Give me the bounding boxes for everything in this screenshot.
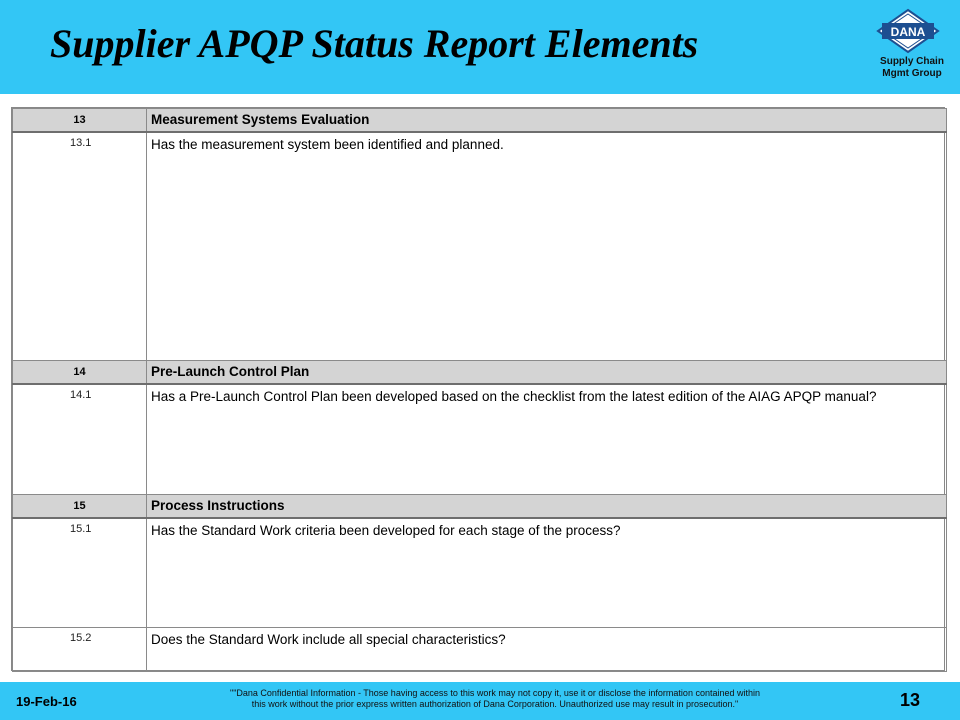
- item-text: Has a Pre-Launch Control Plan been developed based on the checklist from the latest edition of the AIAG APQP manual?: [147, 384, 947, 495]
- table-row-15-1: [13, 518, 947, 628]
- section-row-13: [13, 109, 947, 132]
- section-title: Measurement Systems Evaluation: [147, 109, 947, 132]
- table-row-14-1: [13, 384, 947, 495]
- section-number: 15: [13, 495, 147, 518]
- logo-caption-line1: Supply Chain: [880, 56, 944, 67]
- page-title: Supplier APQP Status Report Elements: [50, 21, 699, 66]
- section-row-14: [13, 361, 947, 384]
- item-text: Has the Standard Work criteria been developed for each stage of the process?: [147, 518, 947, 628]
- item-number: 13.1: [13, 132, 147, 361]
- item-number: 15.1: [13, 518, 147, 628]
- confidentiality-line1: ""Dana Confidential Information - Those having access to this work may not copy it, use it or disclose the information contained within: [230, 688, 760, 698]
- section-row-15: [13, 495, 947, 518]
- confidentiality-notice: [170, 688, 820, 710]
- section-title: Pre-Launch Control Plan: [147, 361, 947, 384]
- confidentiality-line2: this work without the prior express written authorization of Dana Corporation. Unauthorized use may result in prosecution.": [251, 699, 739, 709]
- table-row-15-2: [13, 628, 947, 672]
- section-number: 14: [13, 361, 147, 384]
- page-number: 13: [900, 690, 921, 710]
- logo-caption-line2: Mgmt Group: [882, 68, 942, 79]
- dana-logo-icon: [876, 8, 940, 54]
- logo-text: DANA: [890, 25, 926, 39]
- footer-date: 19-Feb-16: [16, 694, 77, 709]
- item-text: Does the Standard Work include all special characteristics?: [147, 628, 947, 672]
- table-row-13-1: [13, 132, 947, 361]
- item-text: Has the measurement system been identified and planned.: [147, 132, 947, 361]
- item-number: 14.1: [13, 384, 147, 495]
- status-report-table: [11, 107, 945, 671]
- item-number: 15.2: [13, 628, 147, 672]
- section-title: Process Instructions: [147, 495, 947, 518]
- section-number: 13: [13, 109, 147, 132]
- logo-caption: [866, 56, 958, 80]
